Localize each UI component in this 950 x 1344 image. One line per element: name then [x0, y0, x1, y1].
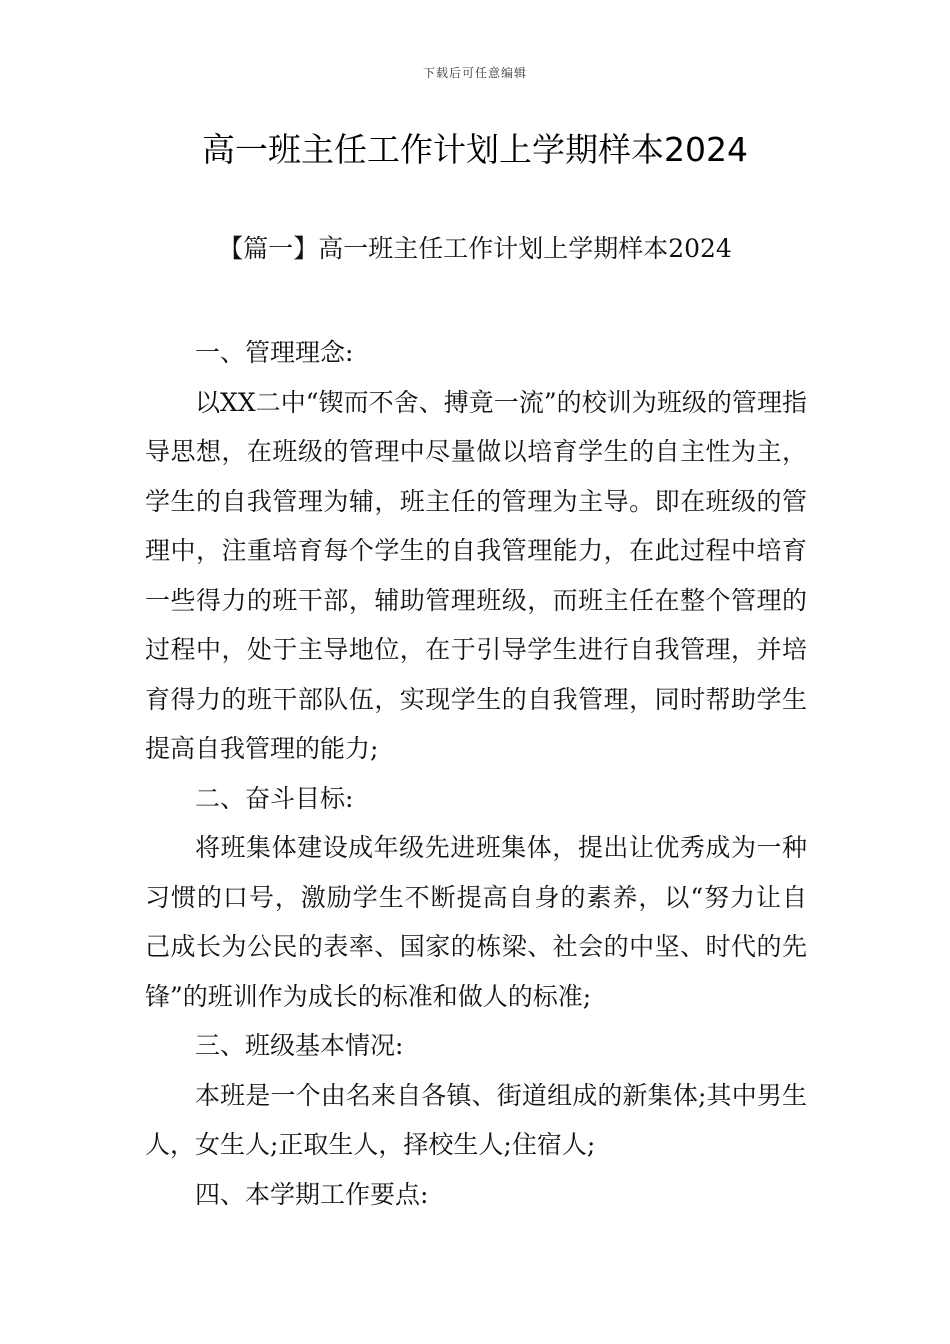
section-heading-2: 二、奋斗目标:	[195, 783, 354, 813]
section-paragraph-1: 以XX二中“锲而不舍、搏竟一流”的校训为班级的管理指导思想，在班级的管理中尽量做以培育学生的自主性为主，学生的自我管理为辅，班主任的管理为主导。即在班级的管理中，注重培育每个学生的自我管理能力，在此过程中培育一些得力的班干部，辅助管理班级，而班主任在整个管理的过程中，处于主导地位，在于引导学生进行自我管理，并培育得力的班干部队伍，实现学生的自我管理，同时帮助学生提高自我管理的能力;	[145, 387, 807, 763]
section-title: 【篇一】高一班主任工作计划上学期样本2024	[218, 234, 732, 263]
document-title: 高一班主任工作计划上学期样本2024	[202, 130, 748, 169]
section-heading-3: 三、班级基本情况:	[195, 1031, 404, 1060]
section-paragraph-2: 将班集体建设成年级先进班集体，提出让优秀成为一种习惯的口号，激励学生不断提高自身的素养，以“努力让自己成长为公民的表率、国家的栋梁、社会的中坚、时代的先锋”的班训作为成长的标准和做人的标准;	[145, 833, 807, 1011]
section-paragraph-3: 本班是一个由名来自各镇、街道组成的新集体;其中男生人，女生人;正取生人，择校生人;住宿人;	[145, 1080, 807, 1159]
header-note: 下载后可任意编辑	[422, 66, 527, 80]
section-heading-4: 四、本学期工作要点:	[195, 1179, 429, 1209]
section-heading-1: 一、管理理念:	[195, 338, 354, 367]
document-body	[145, 328, 807, 1219]
